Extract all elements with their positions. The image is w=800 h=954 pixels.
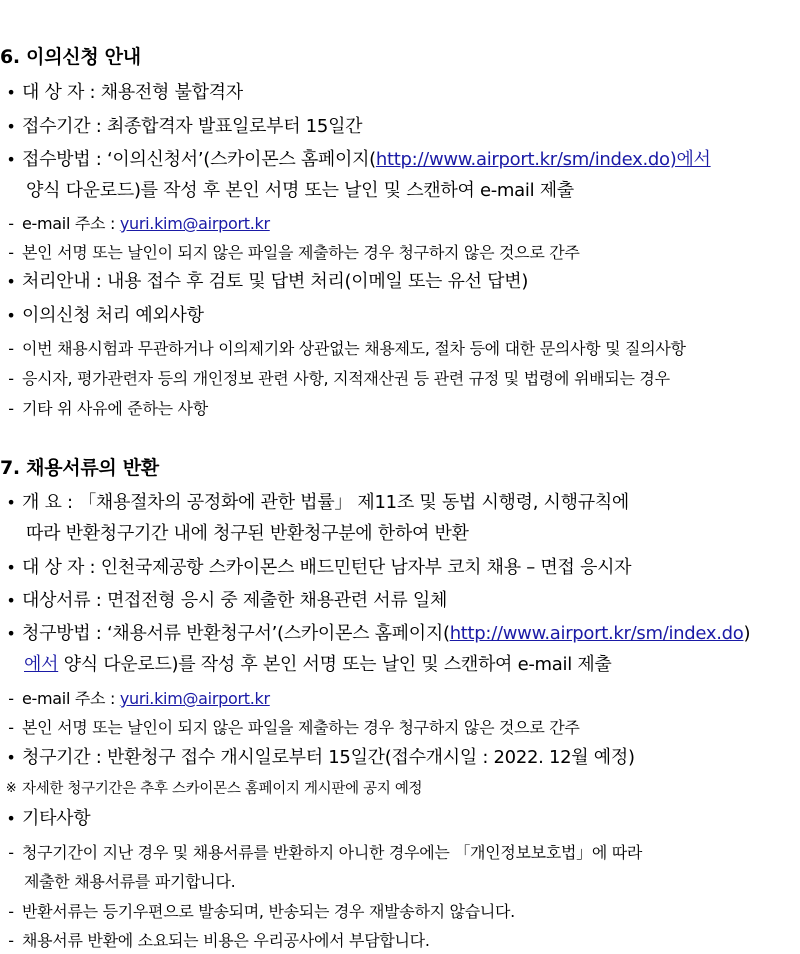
- s7-overview-line2: 따라 반환청구기간 내에 청구된 반환청구분에 한하여 반환: [26, 523, 469, 544]
- s7-period-item: [0, 745, 800, 771]
- s7-overview-item: [0, 490, 800, 516]
- s7-method-line2: [0, 652, 800, 678]
- s6-method-link-tail[interactable]: )에서: [669, 149, 711, 170]
- bullet-icon: •: [6, 306, 16, 325]
- s7-etc-text: 채용서류 반환에 소요되는 비용은 우리공사에서 부담합니다.: [22, 931, 430, 950]
- s7-homepage-link-cont[interactable]: 에서: [24, 654, 59, 675]
- s6-method-text: 접수방법 : ‘이의신청서’(스카이몬스 홈페이지(: [22, 149, 376, 170]
- s6-method-line2: 양식 다운로드)를 작성 후 본인 서명 또는 날인 및 스캔하여 e-mail 제출: [26, 180, 574, 201]
- reference-mark-icon: ※: [5, 781, 17, 796]
- s7-etc-item: [0, 840, 800, 866]
- s7-period-text: 청구기간 : 반환청구 접수 개시일로부터 15일간(접수개시일 : 2022. 12월 예정): [22, 747, 635, 768]
- dash-marker: -: [8, 369, 14, 388]
- s7-etc-item: [0, 928, 800, 954]
- dash-marker: -: [8, 243, 14, 262]
- s7-email-item: [0, 686, 800, 712]
- s7-etc-1-line2: 제출한 채용서류를 파기합니다.: [24, 872, 236, 891]
- s6-exception-text: 기타 위 사유에 준하는 사항: [22, 399, 208, 418]
- s6-process-item: [0, 269, 800, 295]
- s6-exception-text: 이번 채용시험과 무관하거나 이의제기와 상관없는 채용제도, 절차 등에 대한 문의사항 및 질의사항: [22, 339, 686, 358]
- dash-marker: -: [8, 931, 14, 950]
- s6-homepage-link[interactable]: http://www.airport.kr/sm/index.do: [375, 149, 670, 170]
- s7-email-label: e-mail 주소 :: [22, 689, 120, 708]
- s7-period-note: [0, 776, 800, 802]
- s7-method-line2-text: 양식 다운로드)를 작성 후 본인 서명 또는 날인 및 스캔하여 e-mail 제출: [58, 654, 612, 675]
- dash-marker: -: [8, 689, 14, 708]
- s7-etc-title-text: 기타사항: [22, 808, 91, 829]
- s6-email-label: e-mail 주소 :: [22, 214, 120, 233]
- s6-period-item: [0, 114, 800, 140]
- bullet-icon: •: [6, 558, 16, 577]
- s7-documents-item: [0, 588, 800, 614]
- dash-marker: -: [8, 339, 14, 358]
- s7-documents-text: 대상서류 : 면접전형 응시 중 제출한 채용관련 서류 일체: [22, 590, 448, 611]
- s7-method-link-tail: ): [743, 623, 751, 644]
- bullet-icon: •: [6, 83, 16, 102]
- s7-etc-title: [0, 806, 800, 832]
- s7-etc-text: 반환서류는 등기우편으로 발송되며, 반송되는 경우 재발송하지 않습니다.: [22, 902, 515, 921]
- s7-target-item: [0, 555, 800, 581]
- s6-period-text: 접수기간 : 최종합격자 발표일로부터 15일간: [22, 116, 363, 137]
- s7-overview-text: 개 요 : 「채용절차의 공정화에 관한 법률」 제11조 및 동법 시행령, 시행규칙에: [22, 492, 629, 513]
- dash-marker: -: [8, 718, 14, 737]
- bullet-icon: •: [6, 591, 16, 610]
- bullet-icon: •: [6, 624, 16, 643]
- s6-exception-item: [0, 396, 800, 422]
- s6-process-text: 처리안내 : 내용 접수 후 검토 및 답변 처리(이메일 또는 유선 답변): [22, 271, 529, 292]
- s6-method-item: [0, 147, 800, 173]
- s6-exceptions-title-text: 이의신청 처리 예외사항: [22, 305, 204, 326]
- s7-unsigned-text: 본인 서명 또는 날인이 되지 않은 파일을 제출하는 경우 청구하지 않은 것으로 간주: [22, 718, 580, 737]
- dash-marker: -: [8, 399, 14, 418]
- s6-email-link[interactable]: yuri.kim@airport.kr: [119, 214, 270, 233]
- s7-unsigned-note: [0, 715, 800, 741]
- bullet-icon: •: [6, 493, 16, 512]
- s6-target-item: [0, 80, 800, 106]
- s6-exception-item: [0, 336, 800, 362]
- bullet-icon: •: [6, 809, 16, 828]
- dash-marker: -: [8, 843, 14, 862]
- s6-email-item: [0, 211, 800, 237]
- s7-email-link[interactable]: yuri.kim@airport.kr: [119, 689, 270, 708]
- s7-method-item: [0, 621, 800, 647]
- s6-exception-text: 응시자, 평가관련자 등의 개인정보 관련 사항, 지적재산권 등 관련 규정 및 법령에 위배되는 경우: [22, 369, 670, 388]
- dash-marker: -: [8, 214, 14, 233]
- s7-method-text: 청구방법 : ‘채용서류 반환청구서’(스카이몬스 홈페이지(: [22, 623, 450, 644]
- bullet-icon: •: [6, 150, 16, 169]
- bullet-icon: •: [6, 272, 16, 291]
- s7-period-note-text: 자세한 청구기간은 추후 스카이몬스 홈페이지 게시판에 공지 예정: [22, 781, 423, 797]
- s7-homepage-link[interactable]: http://www.airport.kr/sm/index.do: [449, 623, 744, 644]
- bullet-icon: •: [6, 117, 16, 136]
- bullet-icon: •: [6, 748, 16, 767]
- s6-target-text: 대 상 자 : 채용전형 불합격자: [22, 82, 243, 103]
- s6-unsigned-text: 본인 서명 또는 날인이 되지 않은 파일을 제출하는 경우 청구하지 않은 것으로 간주: [22, 243, 580, 262]
- dash-marker: -: [8, 902, 14, 921]
- s6-unsigned-note: [0, 240, 800, 266]
- s6-exception-item: [0, 366, 800, 392]
- section-7-title: 7. 채용서류의 반환: [0, 457, 159, 479]
- s7-etc-item: [0, 899, 800, 925]
- s6-exceptions-title: [0, 303, 800, 329]
- s7-target-text: 대 상 자 : 인천국제공항 스카이몬스 배드민턴단 남자부 코치 채용 – 면접 응시자: [22, 557, 632, 578]
- section-6-title: 6. 이의신청 안내: [0, 46, 141, 68]
- s7-etc-text: 청구기간이 지난 경우 및 채용서류를 반환하지 아니한 경우에는 「개인정보보호법」에 따라: [22, 843, 643, 862]
